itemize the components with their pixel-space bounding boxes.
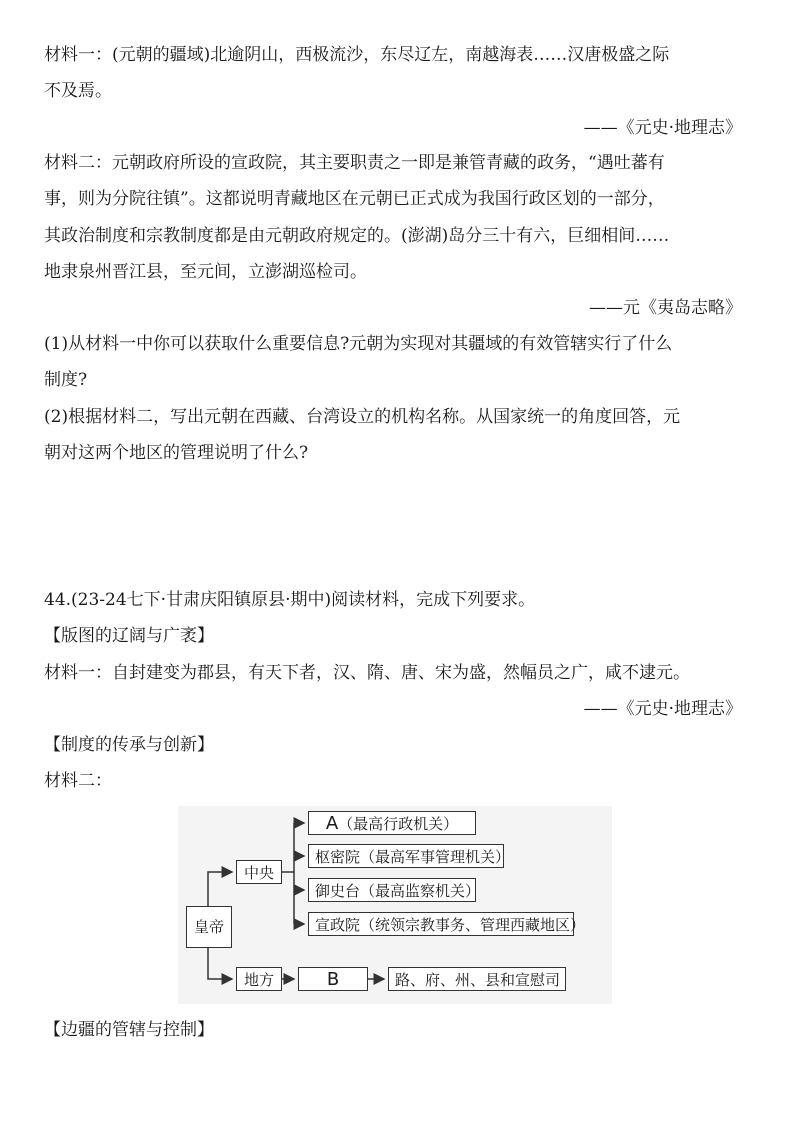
local-box: 地方 [236,967,282,991]
box-a [308,811,476,835]
xuanzhengyuan-box: 宣政院（统领宗教事务、管理西藏地区） [308,912,574,936]
question2-line1: (2)根据材料二，写出元朝在西藏、台湾设立的机构名称。从国家统一的角度回答，元 [44,407,681,427]
q44-material2-label: 材料二： [44,771,112,791]
shumiyuan-box: 枢密院（最高军事管理机关） [308,844,504,868]
q44-section-title-2: 【制度的传承与创新】 [44,735,214,755]
q44-section-title-1: 【版图的辽阔与广袤】 [44,626,214,646]
q44-material1: 材料一：自封建变为郡县，有天下者，汉、隋、唐、宋为盛，然幅员之广，咸不逮元。 [44,663,690,683]
box-b [298,967,368,991]
material1-source: ——《元史·地理志》 [583,118,742,138]
question2-line2: 朝对这两个地区的管理说明了什么? [44,443,309,463]
material2-line3: 其政治制度和宗教制度都是由元朝政府规定的。(澎湖)岛分三十有六，巨细相间…… [44,226,670,246]
material2-line2: 事，则为分院往镇”。这都说明青藏地区在元朝已正式成为我国行政区划的一部分， [44,189,665,209]
central-box: 中央 [236,860,282,884]
yuan-government-diagram [178,806,612,1004]
question1-line2: 制度? [44,370,88,390]
label-b: B [326,969,340,990]
material2-line1: 材料二：元朝政府所设的宣政院，其主要职责之一即是兼管青藏的政务，“遇吐蕃有 [44,153,665,173]
material2-source: ——元《夷岛志略》 [589,298,742,318]
emperor-box: 皇帝 [186,906,232,948]
local-units-box: 路、府、州、县和宣慰司 [388,967,566,991]
blank-answer-area-3 [44,552,744,574]
label-a: A [325,813,339,834]
material1-line2: 不及焉。 [44,81,112,101]
material1-line1: 材料一：(元朝的疆域)北逾阴山，西极流沙，东尽辽左，南越海表……汉唐极盛之际 [44,45,670,65]
material2-line4: 地隶泉州晋江县，至元间，立澎湖巡检司。 [44,262,367,282]
blank-answer-area-1 [44,480,744,502]
q44-material1-source: ——《元史·地理志》 [583,699,742,719]
question1-line1: (1)从材料一中你可以获取什么重要信息?元朝为实现对其疆域的有效管辖实行了什么 [44,334,673,354]
box-a-note: （最高行政机关） [338,815,459,833]
q44-header: 44.(23-24七下·甘肃庆阳镇原县·期中)阅读材料，完成下列要求。 [44,590,536,610]
blank-answer-area-2 [44,516,744,538]
q44-section-title-3: 【边疆的管辖与控制】 [44,1020,214,1040]
yushitai-box: 御史台（最高监察机关） [308,878,476,902]
